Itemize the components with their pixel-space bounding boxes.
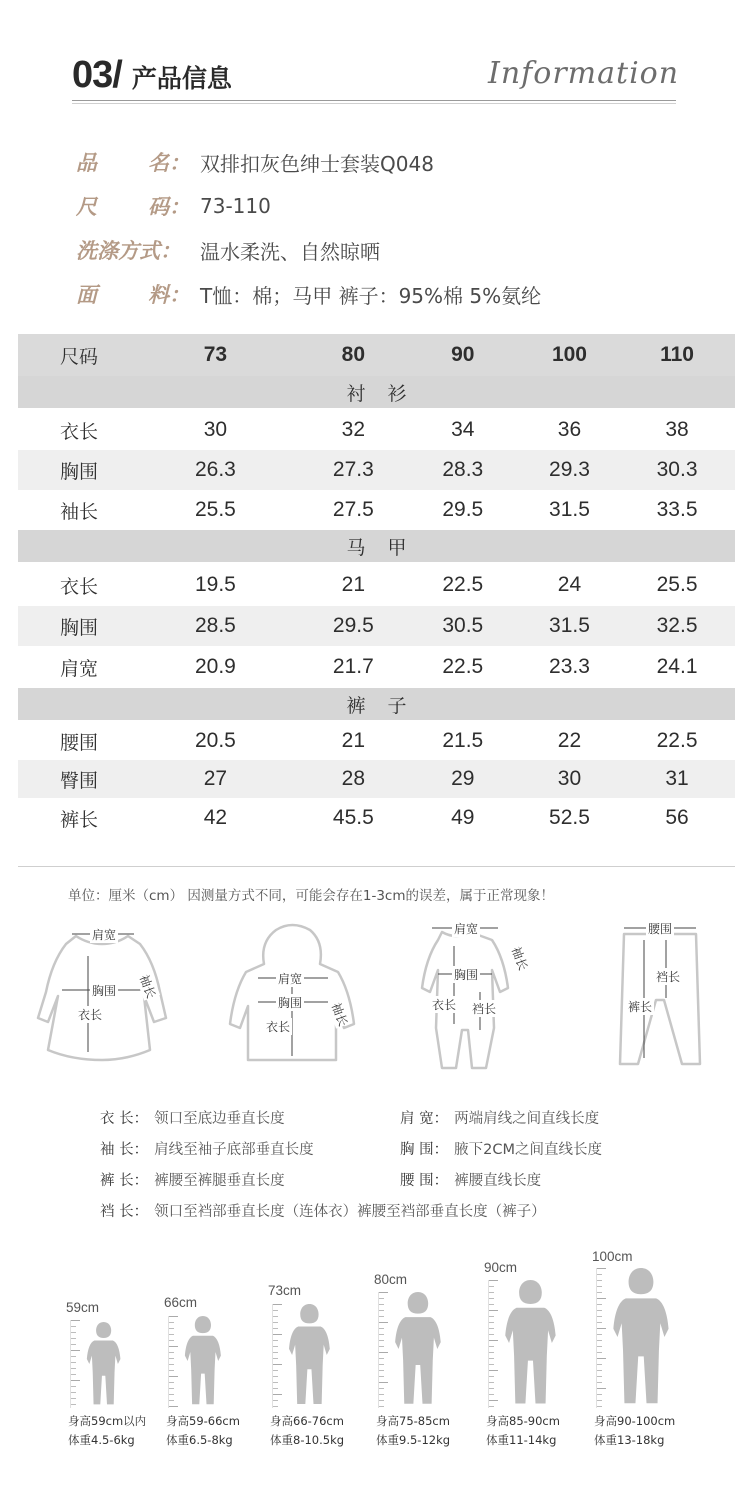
ruler-tick [597, 1298, 606, 1299]
row-label: 胸围 [60, 460, 99, 483]
ruler-tick [273, 1394, 282, 1395]
ruler-tick [379, 1292, 388, 1293]
pants-outline-icon [610, 918, 710, 1078]
height-range: 身高66-76cm [270, 1414, 344, 1428]
ruler-tick [169, 1370, 174, 1371]
table-cell: 25.5 [656, 573, 698, 596]
height-range: 身高75-85cm [376, 1414, 450, 1428]
ruler-tick [169, 1340, 174, 1341]
ruler-tick [71, 1320, 80, 1321]
info-value-wash: 温水柔洗、自然晾晒 [200, 239, 380, 264]
height-range: 身高59-66cm [166, 1414, 240, 1428]
height-ruler [488, 1280, 496, 1408]
table-cell: 33.5 [656, 498, 698, 521]
size-info [594, 1412, 675, 1450]
table-cell: 19.5 [194, 573, 236, 596]
ruler-tick [489, 1406, 494, 1407]
ruler-tick [169, 1406, 178, 1407]
ruler-tick [489, 1364, 494, 1365]
ruler-tick [597, 1340, 602, 1341]
ruler-tick [379, 1376, 384, 1377]
ruler-tick [71, 1344, 76, 1345]
ruler-tick [597, 1370, 602, 1371]
label-sleeve: 袖长 [136, 972, 159, 1001]
romper-diagram [396, 918, 546, 1078]
table-row [18, 798, 735, 838]
size-table [18, 334, 735, 838]
ruler-tick [597, 1376, 602, 1377]
label-shoulder: 肩宽 [454, 922, 479, 936]
ruler-tick [273, 1382, 278, 1383]
table-row [18, 646, 735, 688]
ruler-tick [489, 1346, 494, 1347]
ruler-tick [71, 1326, 76, 1327]
weight-range: 体重8-10.5kg [270, 1433, 345, 1447]
section-number: 03/ [72, 54, 122, 96]
ruler-tick [273, 1328, 278, 1329]
table-cell: 100 [551, 343, 587, 366]
child-silhouette-icon [612, 1268, 670, 1406]
ruler-tick [273, 1334, 282, 1335]
romper-outline-icon [396, 918, 546, 1078]
height-ruler [272, 1304, 280, 1408]
page-title [72, 54, 232, 97]
ruler-tick [489, 1358, 494, 1359]
height-ruler [378, 1292, 386, 1408]
table-cell: 73 [203, 343, 228, 366]
ruler-tick [379, 1316, 384, 1317]
table-cell: 36 [557, 418, 582, 441]
script-word: Information [488, 56, 680, 91]
ruler-tick [273, 1400, 278, 1401]
label-shoulder: 肩宽 [92, 928, 117, 942]
info-value-name: 双排扣灰色绅士套装Q048 [200, 151, 434, 176]
ruler-tick [169, 1364, 174, 1365]
ruler-tick [489, 1322, 494, 1323]
table-cell: 30 [557, 767, 582, 790]
ruler-tick [71, 1356, 76, 1357]
ruler-tick [169, 1352, 174, 1353]
ruler-tick [169, 1346, 178, 1347]
height-label: 100cm [592, 1249, 633, 1264]
ruler-tick [71, 1392, 76, 1393]
row-label: 肩宽 [60, 657, 99, 680]
definition-term: 裤 长： [100, 1173, 149, 1189]
table-cell: 28.3 [442, 458, 484, 481]
ruler-tick [379, 1346, 384, 1347]
label-chest: 胸围 [92, 984, 117, 998]
ruler-tick [489, 1310, 498, 1311]
definition-desc: 裤腰至裤腿垂直长度 [154, 1173, 285, 1189]
label-chest: 胸围 [278, 996, 303, 1010]
table-cell: 26.3 [194, 458, 236, 481]
ruler-tick [597, 1280, 602, 1281]
definition-desc: 腋下2CM之间直线长度 [454, 1142, 602, 1158]
measurement-definitions [100, 1102, 700, 1226]
height-label: 80cm [374, 1272, 408, 1287]
ruler-tick [273, 1406, 278, 1407]
definition-term: 裆 长： [100, 1204, 149, 1220]
info-row-fabric [76, 272, 541, 316]
table-cell: 22.5 [656, 729, 698, 752]
info-value-size: 73-110 [200, 194, 271, 218]
table-row [18, 722, 735, 760]
ruler-tick [489, 1352, 494, 1353]
ruler-tick [489, 1382, 494, 1383]
ruler-tick [489, 1280, 498, 1281]
table-cell: 45.5 [332, 806, 374, 829]
ruler-tick [379, 1334, 384, 1335]
row-label: 衣长 [60, 420, 99, 443]
table-cell: 110 [660, 343, 694, 366]
label-pants-length: 裤长 [628, 1000, 653, 1014]
table-row [18, 564, 735, 606]
ruler-tick [597, 1346, 602, 1347]
weight-range: 体重4.5-6kg [68, 1433, 135, 1447]
ruler-tick [71, 1368, 76, 1369]
info-label: 尺 码： [76, 195, 190, 219]
label-length: 衣长 [266, 1020, 291, 1034]
ruler-tick [597, 1316, 602, 1317]
table-cell: 21.7 [332, 655, 374, 678]
ruler-tick [379, 1364, 384, 1365]
ruler-tick [71, 1398, 76, 1399]
ruler-tick [489, 1394, 494, 1395]
definition-row [100, 1164, 700, 1195]
ruler-tick [71, 1380, 80, 1381]
row-label: 衣长 [60, 575, 99, 598]
ruler-tick [71, 1404, 76, 1405]
ruler-tick [597, 1268, 606, 1269]
definition-term: 胸 围： [400, 1142, 449, 1158]
table-cell: 28 [341, 767, 366, 790]
label-length: 衣长 [432, 998, 457, 1012]
ruler-tick [597, 1388, 606, 1389]
table-cell: 24.1 [656, 655, 698, 678]
size-info [68, 1412, 146, 1450]
info-label: 面 料： [76, 283, 190, 307]
ruler-tick [597, 1304, 602, 1305]
ruler-tick [169, 1388, 174, 1389]
pants-diagram [610, 918, 710, 1078]
table-cell: 52.5 [549, 806, 590, 829]
product-info [76, 140, 541, 316]
ruler-tick [379, 1340, 384, 1341]
height-label: 73cm [268, 1283, 302, 1298]
table-cell: 29 [451, 767, 475, 790]
table-cell: 24 [557, 573, 582, 596]
ruler-tick [169, 1382, 174, 1383]
table-cell: 38 [665, 418, 689, 441]
table-row [18, 606, 735, 646]
ruler-tick [489, 1292, 494, 1293]
definition-term: 肩 宽： [400, 1111, 449, 1127]
table-row [18, 490, 735, 530]
ruler-tick [597, 1310, 602, 1311]
ruler-tick [597, 1292, 602, 1293]
ruler-tick [273, 1364, 282, 1365]
table-section-title: 裤子 [18, 688, 735, 720]
child-silhouette-icon [504, 1280, 557, 1406]
table-cell: 23.3 [549, 655, 590, 678]
ruler-tick [273, 1352, 278, 1353]
ruler-tick [489, 1334, 494, 1335]
definition-term: 袖 长： [100, 1142, 149, 1158]
definition-desc: 两端肩线之间直线长度 [454, 1111, 600, 1127]
table-cell: 28.5 [194, 614, 236, 637]
ruler-tick [597, 1334, 602, 1335]
info-value-fabric: T恤：棉；马甲 裤子：95%棉 5%氨纶 [200, 283, 542, 308]
definition-row [100, 1195, 700, 1226]
label-waist: 腰围 [648, 922, 673, 936]
ruler-tick [379, 1406, 384, 1407]
ruler-tick [379, 1310, 384, 1311]
child-silhouette-icon [184, 1316, 222, 1406]
section-title: 产品信息 [131, 64, 232, 93]
definition-desc: 领口至裆部垂直长度（连体衣）裤腰至裆部垂直长度（裤子） [154, 1204, 546, 1220]
table-cell: 21.5 [442, 729, 484, 752]
ruler-tick [71, 1338, 76, 1339]
info-row-wash [76, 228, 541, 272]
table-cell: 32.5 [656, 614, 698, 637]
weight-range: 体重9.5-12kg [376, 1433, 451, 1447]
size-info [270, 1412, 344, 1450]
ruler-tick [169, 1328, 174, 1329]
label-crotch: 裆长 [656, 970, 681, 984]
ruler-tick [597, 1358, 606, 1359]
definition-term: 腰 围： [400, 1173, 449, 1189]
size-info [376, 1412, 450, 1450]
header-divider-shadow [72, 103, 676, 104]
ruler-tick [273, 1358, 278, 1359]
ruler-tick [597, 1328, 606, 1329]
ruler-tick [169, 1316, 178, 1317]
size-info [166, 1412, 240, 1450]
ruler-tick [489, 1376, 494, 1377]
ruler-tick [273, 1370, 278, 1371]
label-length: 衣长 [78, 1008, 103, 1022]
row-label: 袖长 [60, 500, 99, 523]
ruler-tick [169, 1322, 174, 1323]
weight-range: 体重11-14kg [486, 1433, 557, 1447]
height-label: 59cm [66, 1300, 100, 1315]
table-cell: 27.5 [332, 498, 374, 521]
table-cell: 25.5 [194, 498, 236, 521]
ruler-tick [273, 1376, 278, 1377]
label-chest: 胸围 [454, 968, 479, 982]
height-range: 身高59cm以内 [68, 1414, 147, 1428]
jacket-diagram [224, 920, 364, 1070]
ruler-tick [169, 1394, 174, 1395]
definition-row [100, 1133, 700, 1164]
ruler-tick [379, 1382, 388, 1383]
row-label: 胸围 [60, 616, 99, 639]
ruler-tick [597, 1286, 602, 1287]
ruler-tick [597, 1394, 602, 1395]
table-cell: 27 [203, 767, 228, 790]
ruler-tick [273, 1322, 278, 1323]
ruler-tick [597, 1352, 602, 1353]
info-row-name [76, 140, 541, 184]
height-ruler [596, 1268, 604, 1408]
info-label: 品 名： [76, 151, 190, 175]
table-cell: 30.3 [656, 458, 698, 481]
label-sleeve: 袖长 [508, 944, 531, 973]
ruler-tick [379, 1370, 384, 1371]
table-section-title: 马甲 [18, 530, 735, 562]
table-section-title: 衬衫 [18, 376, 735, 408]
ruler-tick [71, 1362, 76, 1363]
ruler-tick [489, 1286, 494, 1287]
label-shoulder: 肩宽 [278, 972, 303, 986]
height-range: 身高90-100cm [594, 1414, 676, 1428]
table-row [18, 760, 735, 798]
ruler-tick [379, 1304, 384, 1305]
table-cell: 31.5 [549, 498, 590, 521]
ruler-tick [273, 1388, 278, 1389]
ruler-tick [597, 1400, 602, 1401]
table-row [18, 410, 735, 450]
table-cell: 22.5 [442, 655, 484, 678]
table-row [18, 450, 735, 490]
height-ruler [70, 1320, 78, 1408]
table-cell: 29.3 [549, 458, 590, 481]
row-label: 腰围 [60, 731, 99, 754]
row-label: 尺码 [60, 345, 99, 368]
ruler-tick [597, 1382, 602, 1383]
ruler-tick [379, 1394, 384, 1395]
height-ruler [168, 1316, 176, 1408]
size-info [486, 1412, 560, 1450]
ruler-tick [273, 1346, 278, 1347]
table-cell: 32 [341, 418, 366, 441]
label-crotch: 裆长 [472, 1002, 497, 1016]
height-label: 90cm [484, 1260, 518, 1275]
table-cell: 30.5 [442, 614, 484, 637]
weight-range: 体重6.5-8kg [166, 1433, 233, 1447]
definition-row [100, 1102, 700, 1133]
table-cell: 29.5 [442, 498, 484, 521]
definition-desc: 裤腰直线长度 [454, 1173, 542, 1189]
table-cell: 20.9 [194, 655, 236, 678]
ruler-tick [71, 1374, 76, 1375]
ruler-tick [597, 1364, 602, 1365]
label-sleeve: 袖长 [328, 1000, 351, 1029]
ruler-tick [489, 1304, 494, 1305]
table-cell: 34 [451, 418, 475, 441]
child-silhouette-icon [86, 1322, 121, 1406]
ruler-tick [379, 1352, 388, 1353]
ruler-tick [489, 1400, 498, 1401]
table-cell: 22 [557, 729, 582, 752]
table-cell: 80 [341, 343, 366, 366]
table-cell: 31.5 [549, 614, 590, 637]
row-label: 臀围 [60, 769, 99, 792]
table-cell: 42 [203, 806, 228, 829]
height-range: 身高85-90cm [486, 1414, 560, 1428]
ruler-tick [379, 1322, 388, 1323]
table-cell: 90 [451, 343, 475, 366]
table-cell: 22.5 [442, 573, 484, 596]
table-cell: 31 [665, 767, 689, 790]
header-divider [72, 100, 676, 101]
ruler-tick [379, 1400, 384, 1401]
ruler-tick [489, 1298, 494, 1299]
ruler-tick [379, 1388, 384, 1389]
ruler-tick [273, 1310, 278, 1311]
ruler-tick [273, 1304, 282, 1305]
table-cell: 49 [451, 806, 475, 829]
ruler-tick [169, 1376, 178, 1377]
ruler-tick [489, 1370, 498, 1371]
table-cell: 56 [665, 806, 689, 829]
weight-range: 体重13-18kg [594, 1433, 665, 1447]
info-row-size [76, 184, 541, 228]
table-cell: 21 [341, 573, 366, 596]
ruler-tick [379, 1328, 384, 1329]
ruler-tick [489, 1340, 498, 1341]
table-divider [18, 866, 735, 867]
ruler-tick [489, 1328, 494, 1329]
table-cell: 27.3 [332, 458, 374, 481]
row-label: 裤长 [60, 808, 99, 831]
table-cell: 21 [341, 729, 366, 752]
ruler-tick [169, 1400, 174, 1401]
child-silhouette-icon [394, 1292, 442, 1406]
info-label: 洗涤方式： [76, 239, 181, 263]
ruler-tick [597, 1322, 602, 1323]
ruler-tick [489, 1388, 494, 1389]
definition-desc: 肩线至袖子底部垂直长度 [154, 1142, 314, 1158]
ruler-tick [379, 1298, 384, 1299]
definition-desc: 领口至底边垂直长度 [154, 1111, 285, 1127]
measurement-note: 单位：厘米（cm） 因测量方式不同，可能会存在1-3cm的误差，属于正常现象！ [68, 888, 554, 904]
ruler-tick [71, 1332, 76, 1333]
ruler-tick [597, 1274, 602, 1275]
ruler-tick [597, 1406, 602, 1407]
height-label: 66cm [164, 1295, 198, 1310]
table-header-row [18, 334, 735, 376]
shirt-diagram [36, 922, 171, 1067]
ruler-tick [379, 1358, 384, 1359]
table-cell: 20.5 [194, 729, 236, 752]
ruler-tick [71, 1350, 80, 1351]
ruler-tick [273, 1340, 278, 1341]
ruler-tick [169, 1358, 174, 1359]
ruler-tick [489, 1316, 494, 1317]
ruler-tick [273, 1316, 278, 1317]
ruler-tick [169, 1334, 174, 1335]
child-silhouette-icon [288, 1304, 331, 1406]
table-cell: 29.5 [332, 614, 374, 637]
ruler-tick [71, 1386, 76, 1387]
table-cell: 30 [203, 418, 228, 441]
definition-term: 衣 长： [100, 1111, 149, 1127]
